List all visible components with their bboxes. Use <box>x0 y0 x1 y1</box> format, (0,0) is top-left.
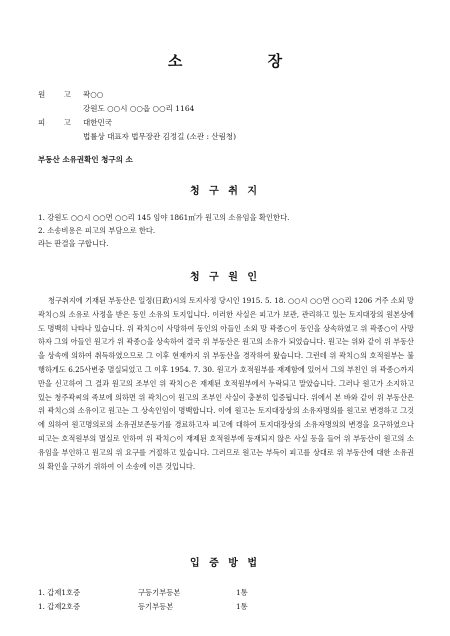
evidence-doc-2: 등기부등본 <box>138 602 174 611</box>
evidence-heading: 입 증 방 법 <box>189 558 261 569</box>
evidence-qty-1: 1통 <box>236 588 248 597</box>
grounds-body: 청구취지에 기재된 부동산은 일정(日政)시의 토지사정 당시인 1915. 5. 18. ○○시 ○○면 ○○리 1206 거주 소외 망 곽치○의 소유로 사정을 받은 동인 소유의 토지입니다. 이러한 사실은 피고가 보관, 관리하고 있는 토지대장의 원본상에도 명백히 나타나 있습니다. 위 곽치○이 사망하여 동인의 아들인 소외 망 곽종○이 동인을 상속하였고 위 곽종○이 사망하자 그의 아들인 원고가 위 곽종○을 상속하여 결국 위 부동산은 원고의 소유가 되었습니다. 원고는 위와 같이 위 부동산을 상속에 의하여 취득하였으므로 그 이후 현재까지 위 부동산을 경작하여 왔습니다. 그런데 위 곽치○의 호적원부는 불행하게도 6.25사변중 멸실되었고 그 이후 1954. 7. 30. 원고가 호적원부를 재제함에 있어서 그의 부친인 위 곽종○까지만을 신고하여 그 결과 원고의 조부인 위 곽치○은 재제된 호적원부에서 누락되고 말았습니다. 그러나 원고가 소지하고 있는 청주곽씨의 족보에 의하면 위 곽치○이 원고의 조부인 사실이 충분히 입증됩니다. 위에서 본 바와 같이 위 부동산은 위 곽치○의 소유이고 원고는 그 상속인임이 명백합니다. 이에 원고는 토지대장상의 소유자명의를 원고로 변경하고 그것에 의하여 원고명의로의 소유권보존등기를 경료하고자 피고에 대하여 토지대장상의 소유자명의의 변경을 요구하였으나 피고는 호적원부의 멸실로 인하여 위 곽치○이 재제된 호적원부에 등재되지 않은 사실 등을 들어 위 부동산이 원고의 소유임을 부인하고 원고의 위 요구를 거절하고 있습니다. 그러므로 원고는 부득이 피고를 상대로 위 부동산에 대한 소유권의 확인을 구하기 위하여 이 소송에 이른 것입니다. <box>38 296 414 471</box>
claim-item-1: 1. 강원도 ○○시 ○○면 ○○리 145 임야 1861㎡가 원고의 소유임을 확인한다. <box>38 213 290 222</box>
defendant-representative: 법률상 대표자 법무장관 김정길 (소관 : 산림청) <box>83 132 237 141</box>
plaintiff-name: 곽○○ <box>83 90 104 99</box>
evidence-no-2: 1. 갑제2호증 <box>38 602 81 611</box>
claim-item-2: 2. 소송비용은 피고의 부담으로 한다. <box>38 226 156 235</box>
claims-heading: 청 구 취 지 <box>189 186 261 197</box>
evidence-doc-1: 구등기부등본 <box>138 588 181 597</box>
document-title: 소 장 <box>167 52 323 70</box>
plaintiff-address: 강원도 ○○시 ○○읍 ○○리 1164 <box>83 104 195 113</box>
case-title: 부동산 소유권확인 청구의 소 <box>38 155 133 164</box>
defendant-name: 대한민국 <box>83 118 112 127</box>
defendant-label: 피 고 <box>38 118 79 127</box>
evidence-qty-2: 1통 <box>236 602 248 611</box>
evidence-no-1: 1. 갑제1호증 <box>38 588 81 597</box>
plaintiff-label: 원 고 <box>38 90 79 99</box>
claim-closing: 라는 판결을 구합니다. <box>38 239 109 248</box>
grounds-heading: 청 구 원 인 <box>189 272 261 283</box>
